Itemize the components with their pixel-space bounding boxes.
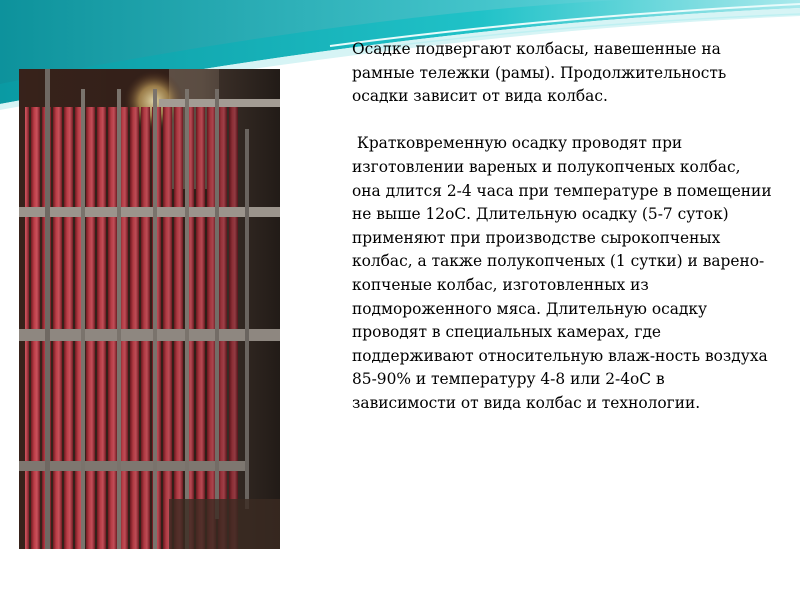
sausage-rack-image: [19, 69, 280, 549]
slide-body-text: [352, 38, 777, 416]
sausage-rack-photo: [19, 69, 280, 549]
paragraph-details: Кратковременную осадку проводят при изготовлении вареных и полукопченых колбас, она длится 2-4 часа при температуре в помещении не выше 12оС. Длительную осадку (5-7 суток) применяют при производстве сырокопченых колбас, а также полукопченых (1 сутки) и варено-копченые колбас, изготовленных из подмороженного мяса. Длительную осадку проводят в специальных камерах, где поддерживают относительную влаж-ность воздуха 85-90% и температуру 4-8 или 2-4оС в зависимости от вида колбас и технологии.: [352, 134, 777, 412]
paragraph-spacer: [352, 109, 772, 133]
paragraph-intro: Осадке подвергают колбасы, навешенные на рамные тележки (рамы). Продолжительность осадки зависит от вида колбас.: [352, 40, 732, 106]
